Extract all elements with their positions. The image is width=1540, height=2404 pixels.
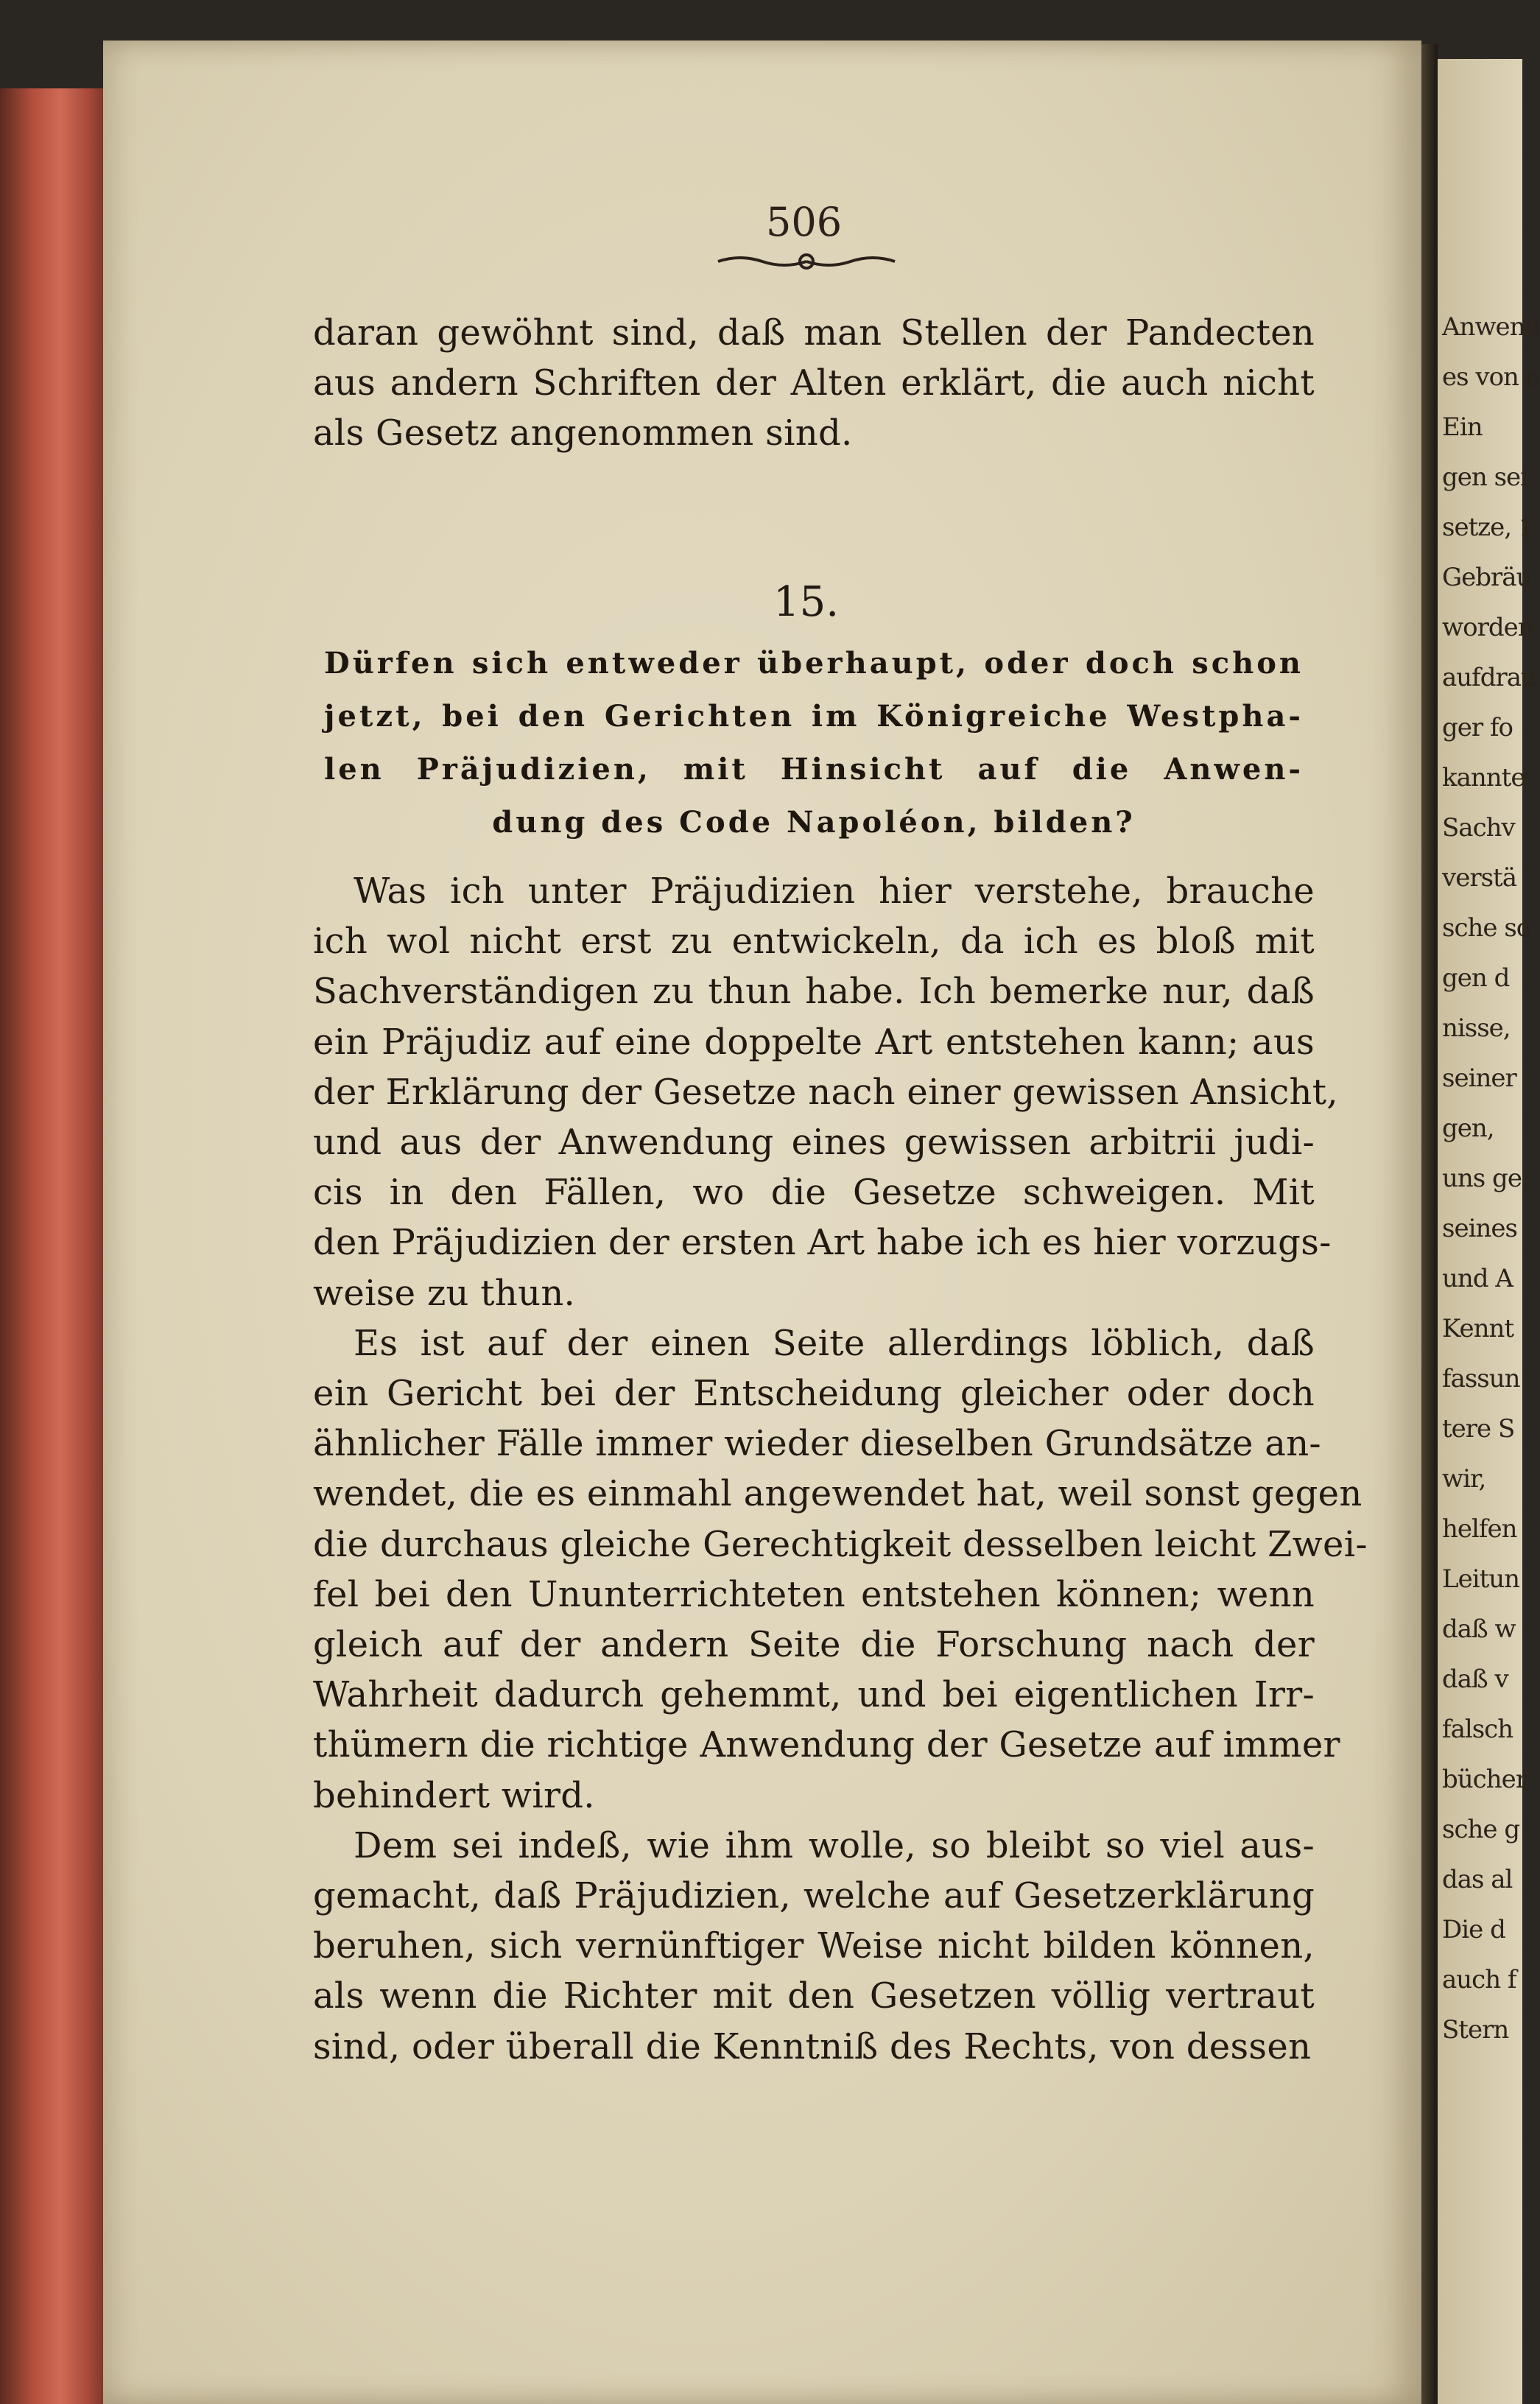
facing-page-fragment: uns ge bbox=[1442, 1164, 1522, 1193]
facing-page-fragment: Ein bbox=[1442, 412, 1483, 442]
facing-page-fragment: Die d bbox=[1442, 1915, 1505, 1944]
facing-page-fragment: nisse, bbox=[1442, 1013, 1511, 1043]
facing-page-fragment: sche so bbox=[1442, 913, 1531, 943]
facing-page-fragment: daß v bbox=[1442, 1665, 1508, 1694]
text-line: als Gesetz angenommen sind. bbox=[313, 412, 853, 454]
text-line: ich wol nicht erst zu entwickeln, da ich es bloß mit bbox=[313, 921, 1315, 962]
facing-page-fragment: wir, bbox=[1442, 1464, 1486, 1494]
facing-page-fragment: seines bbox=[1442, 1214, 1517, 1243]
facing-page-fragment: Sachv bbox=[1442, 813, 1515, 843]
text-line: Was ich unter Präjudizien hier verstehe, brauche bbox=[354, 871, 1315, 912]
book-edge bbox=[0, 88, 110, 2404]
text-line: Sachverständigen zu thun habe. Ich bemerke nur, daß bbox=[313, 971, 1315, 1012]
facing-page-fragment: falsch bbox=[1442, 1715, 1513, 1744]
text-line: thümern die richtige Anwendung der Gesetze auf immer bbox=[313, 1724, 1340, 1765]
heading-line: jetzt, bei den Gerichten im Königreiche Westpha- bbox=[324, 699, 1304, 734]
facing-page-fragment: Kennt bbox=[1442, 1314, 1514, 1343]
text-line: als wenn die Richter mit den Gesetzen völlig vertraut bbox=[313, 1975, 1315, 2017]
heading-line: dung des Code Napoléon, bilden? bbox=[492, 805, 1136, 840]
text-line: weise zu thun. bbox=[313, 1273, 576, 1314]
facing-page-fragment: worden bbox=[1442, 613, 1533, 642]
facing-page-fragment: tere S bbox=[1442, 1414, 1515, 1444]
facing-page-fragment: daß w bbox=[1442, 1614, 1516, 1644]
decorative-rule-icon bbox=[714, 250, 899, 273]
section-number: 15. bbox=[773, 578, 840, 626]
facing-page-fragment: auch f bbox=[1442, 1965, 1516, 1994]
facing-page bbox=[1438, 59, 1540, 2404]
facing-page-fragment: es von e bbox=[1442, 362, 1540, 392]
book-gutter bbox=[1421, 44, 1438, 2404]
facing-page-fragment: Leitun bbox=[1442, 1564, 1520, 1594]
text-line: ein Gericht bei der Entscheidung gleicher oder doch bbox=[313, 1373, 1315, 1414]
facing-page-fragment: Stern bbox=[1442, 2015, 1509, 2045]
text-line: gleich auf der andern Seite die Forschung nach der bbox=[313, 1624, 1315, 1665]
facing-page-fragment: ger fo bbox=[1442, 713, 1513, 742]
text-line: den Präjudizien der ersten Art habe ich es hier vorzugs- bbox=[313, 1222, 1332, 1263]
text-line: cis in den Fällen, wo die Gesetze schweigen. Mit bbox=[313, 1172, 1315, 1213]
text-line: aus andern Schriften der Alten erklärt, die auch nicht bbox=[313, 362, 1315, 404]
heading-line: len Präjudizien, mit Hinsicht auf die Anwen- bbox=[324, 752, 1304, 787]
text-line: der Erklärung der Gesetze nach einer gewissen Ansicht, bbox=[313, 1072, 1338, 1113]
facing-page-fragment: Anwend bbox=[1442, 312, 1540, 342]
facing-page-fragment: bücher bbox=[1442, 1765, 1527, 1794]
facing-page-fragment: gen, bbox=[1442, 1114, 1494, 1143]
facing-page-fragment: helfen bbox=[1442, 1514, 1517, 1544]
facing-page-fragment: Gebräu bbox=[1442, 563, 1532, 592]
facing-page-fragment: gen d bbox=[1442, 963, 1510, 993]
heading-line: Dürfen sich entweder überhaupt, oder doch schon bbox=[324, 646, 1304, 681]
text-line: ähnlicher Fälle immer wieder dieselben Grundsätze an- bbox=[313, 1423, 1321, 1464]
text-line: behindert wird. bbox=[313, 1775, 595, 1816]
facing-page-fragment: kannte bbox=[1442, 763, 1525, 792]
facing-page-fragment: seiner bbox=[1442, 1064, 1516, 1093]
facing-page-fragment: aufdrau bbox=[1442, 663, 1536, 692]
text-line: daran gewöhnt sind, daß man Stellen der Pandecten bbox=[313, 312, 1315, 354]
facing-page-fragment: gen sei bbox=[1442, 463, 1528, 492]
facing-page-fragments bbox=[1438, 302, 1540, 2055]
text-line: ein Präjudiz auf eine doppelte Art entstehen kann; aus bbox=[313, 1022, 1315, 1063]
facing-page-fragment: setze, 1 bbox=[1442, 513, 1534, 542]
facing-page-fragment: sche g bbox=[1442, 1815, 1520, 1844]
text-line: Es ist auf der einen Seite allerdings löblich, daß bbox=[354, 1323, 1315, 1364]
text-line: beruhen, sich vernünftiger Weise nicht bilden können, bbox=[313, 1925, 1315, 1967]
facing-page-fragment: fassun bbox=[1442, 1364, 1520, 1393]
text-line: sind, oder überall die Kenntniß des Rechts, von dessen bbox=[313, 2026, 1312, 2067]
text-line: gemacht, daß Präjudizien, welche auf Gesetzerklärung bbox=[313, 1875, 1315, 1916]
facing-page-fragment: und A bbox=[1442, 1264, 1513, 1293]
text-line: fel bei den Ununterrichteten entstehen können; wenn bbox=[313, 1574, 1315, 1615]
text-line: Dem sei indeß, wie ihm wolle, so bleibt so viel aus- bbox=[354, 1825, 1315, 1866]
text-line: Wahrheit dadurch gehemmt, und bei eigentlichen Irr- bbox=[313, 1674, 1315, 1715]
page-number: 506 bbox=[766, 199, 843, 245]
text-line: und aus der Anwendung eines gewissen arbitrii judi- bbox=[313, 1122, 1315, 1163]
text-line: wendet, die es einmahl angewendet hat, weil sonst gegen bbox=[313, 1473, 1363, 1514]
facing-page-fragment: das al bbox=[1442, 1865, 1513, 1894]
facing-page-fragment: verstä bbox=[1442, 863, 1516, 893]
text-line: die durchaus gleiche Gerechtigkeit desselben leicht Zwei- bbox=[313, 1524, 1368, 1565]
